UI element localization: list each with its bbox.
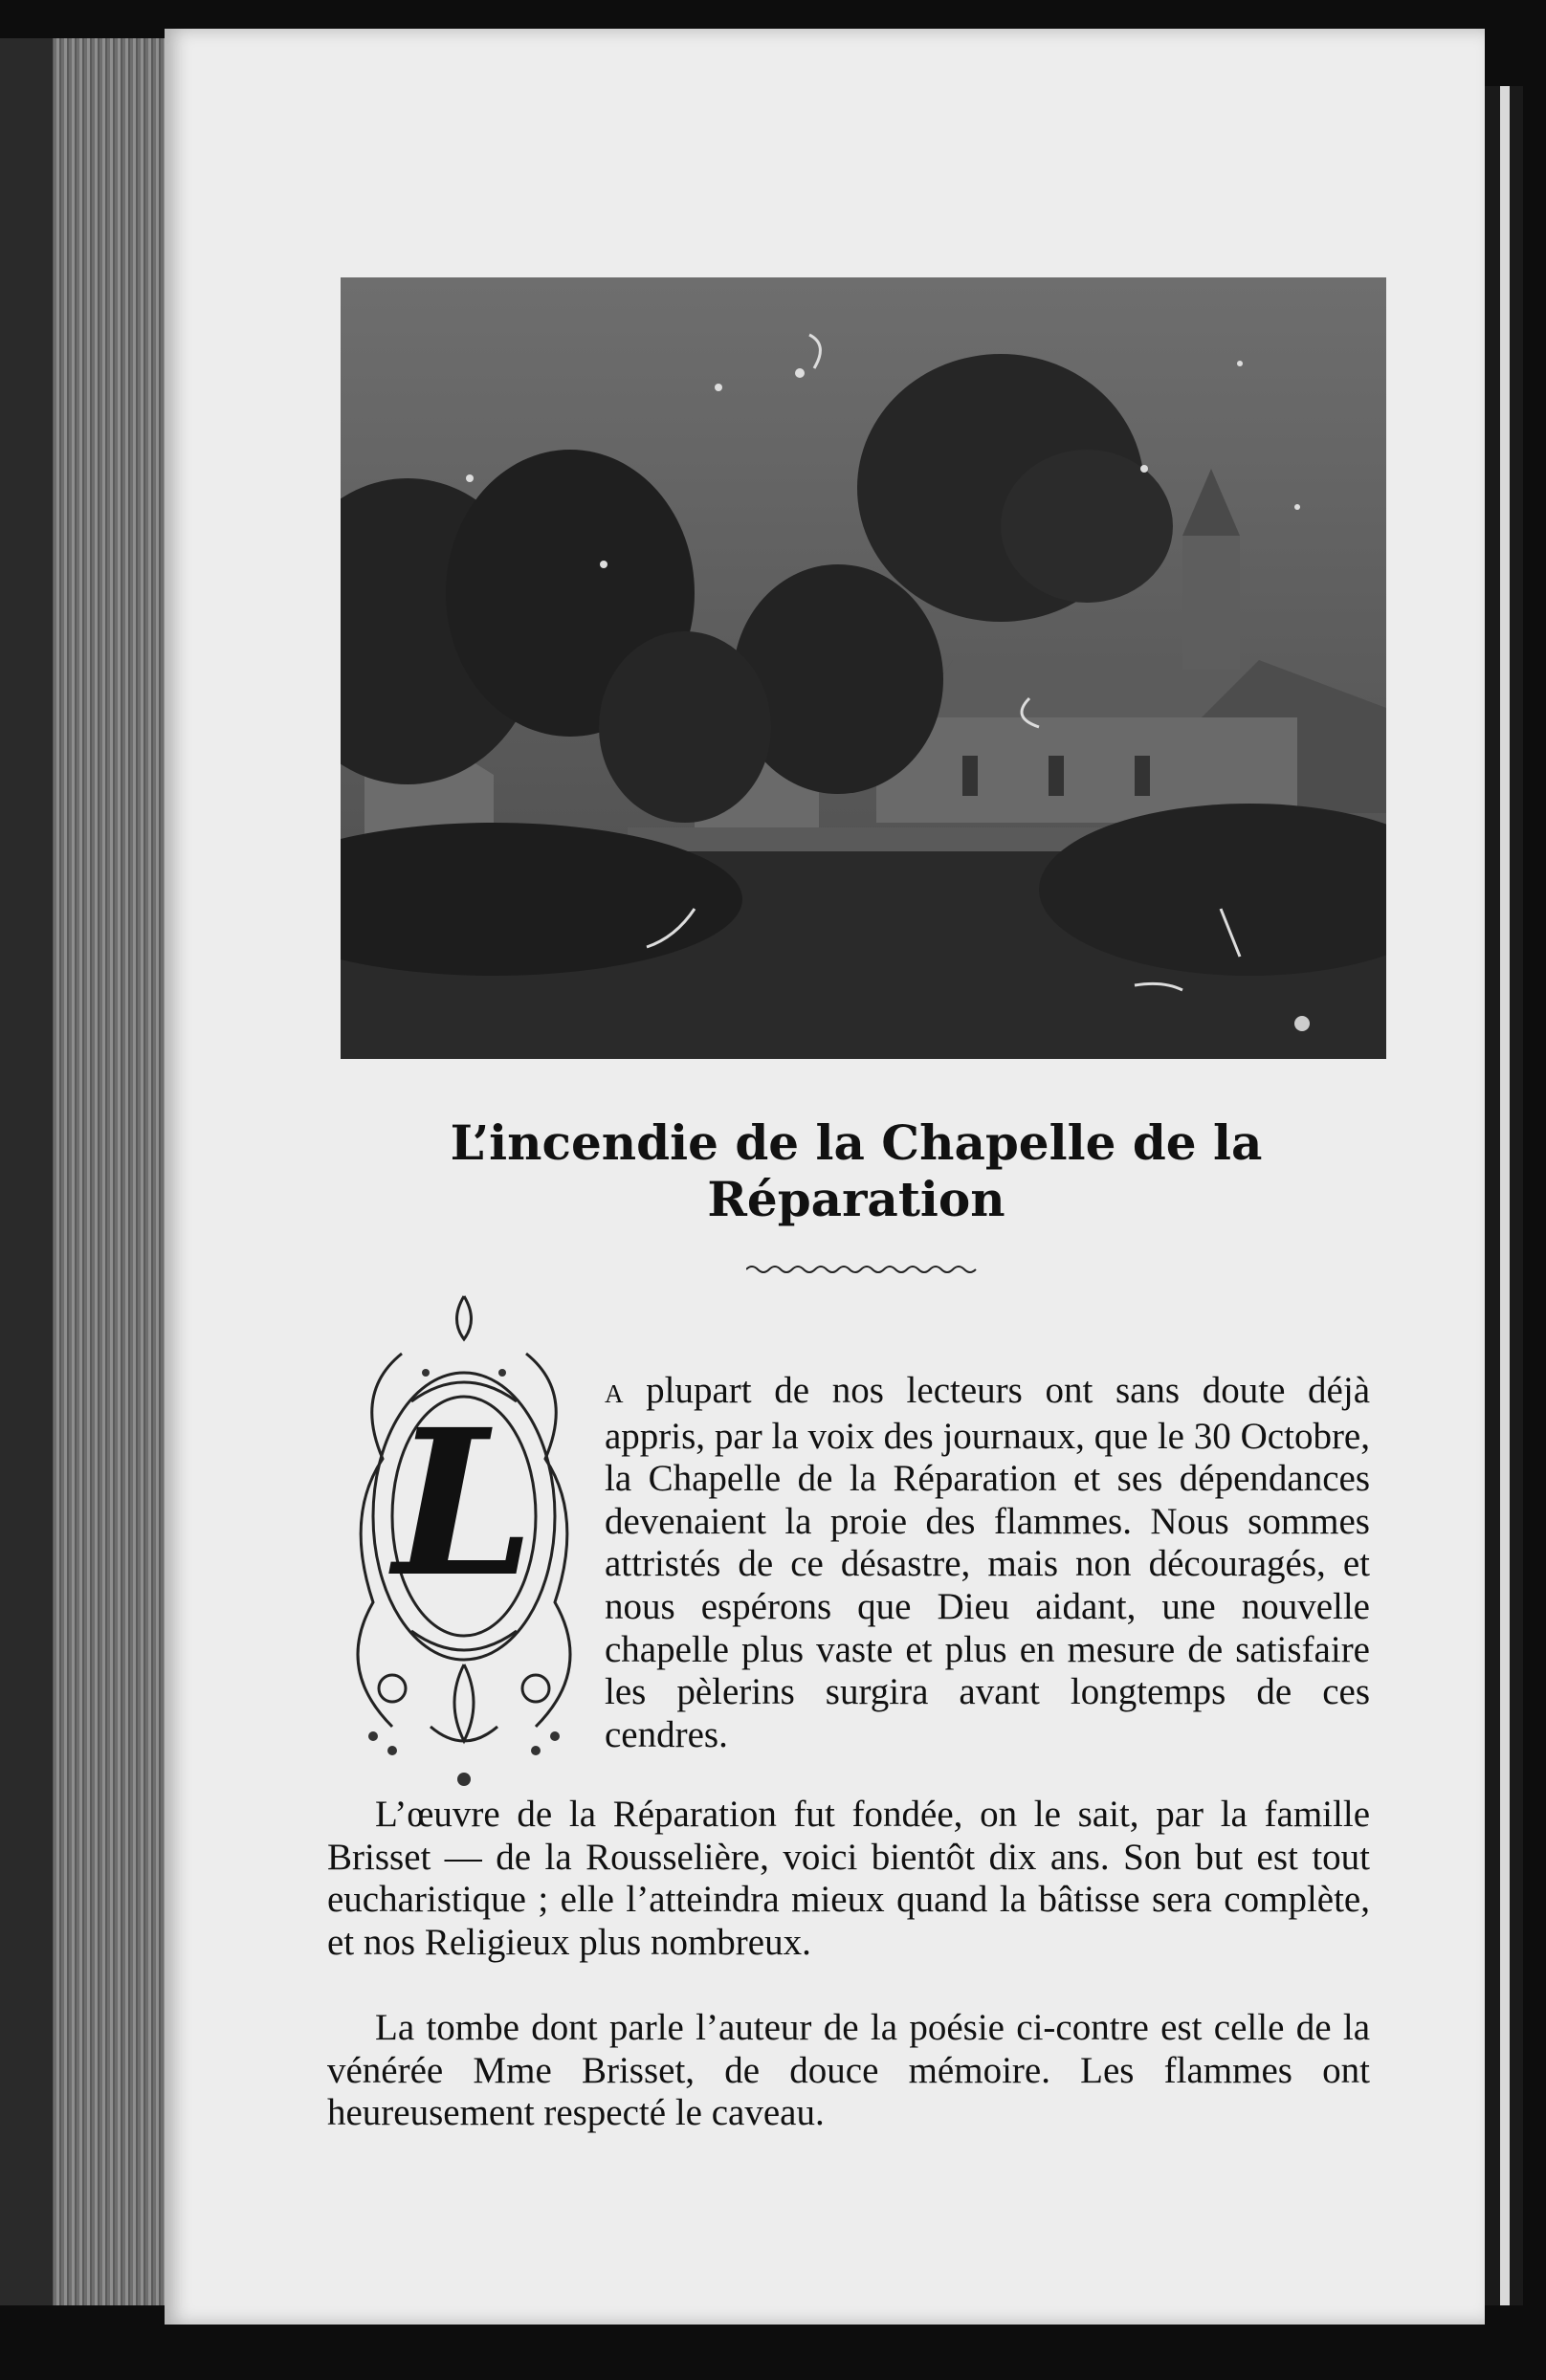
article-title: L’incendie de la Chapelle de la Réparation xyxy=(450,1114,1263,1227)
paragraph-1-initial: A xyxy=(605,1379,624,1408)
ornamental-drop-cap xyxy=(335,1287,593,1794)
paragraph-1-text: plupart de nos lecteurs ont sans doute déjà appris, par la voix des journaux, que le 30 Octobre, la Chapelle de la Réparation et ses dépendances devenaient la proie des flammes. Nous sommes attristés de ce désastre, mais non découragés, et nous espérons que Dieu aidant, une nouvelle chapelle plus vaste et plus en mesure de satisfaire les pèlerins surgira avant longtemps de ces cendres. xyxy=(605,1370,1371,1755)
binding-shadow xyxy=(0,38,53,2305)
drop-cap-letter: L xyxy=(393,1385,535,1621)
paragraph-1 xyxy=(605,1370,1370,1756)
paragraph-3-text: La tombe dont parle l’auteur de la poésie ci-contre est celle de la vénérée Mme Brisset, de douce mémoire. Les flammes ont heureusement respecté le caveau. xyxy=(327,2007,1370,2134)
paragraph-2-text: L’œuvre de la Réparation fut fondée, on le sait, par la famille Brisset — de la Rousselière, voici bientôt dix ans. Son but est tout eucharistique ; elle l’atteindra mieux quand la bâtisse sera complète, et nos Religieux plus nombreux. xyxy=(327,1794,1370,1963)
paragraph-3 xyxy=(327,2007,1370,2135)
chapel-photograph xyxy=(341,277,1386,1059)
right-page-edge xyxy=(1500,86,1510,2305)
decorative-wavy-rule xyxy=(746,1263,985,1276)
paragraph-2 xyxy=(327,1794,1370,1964)
